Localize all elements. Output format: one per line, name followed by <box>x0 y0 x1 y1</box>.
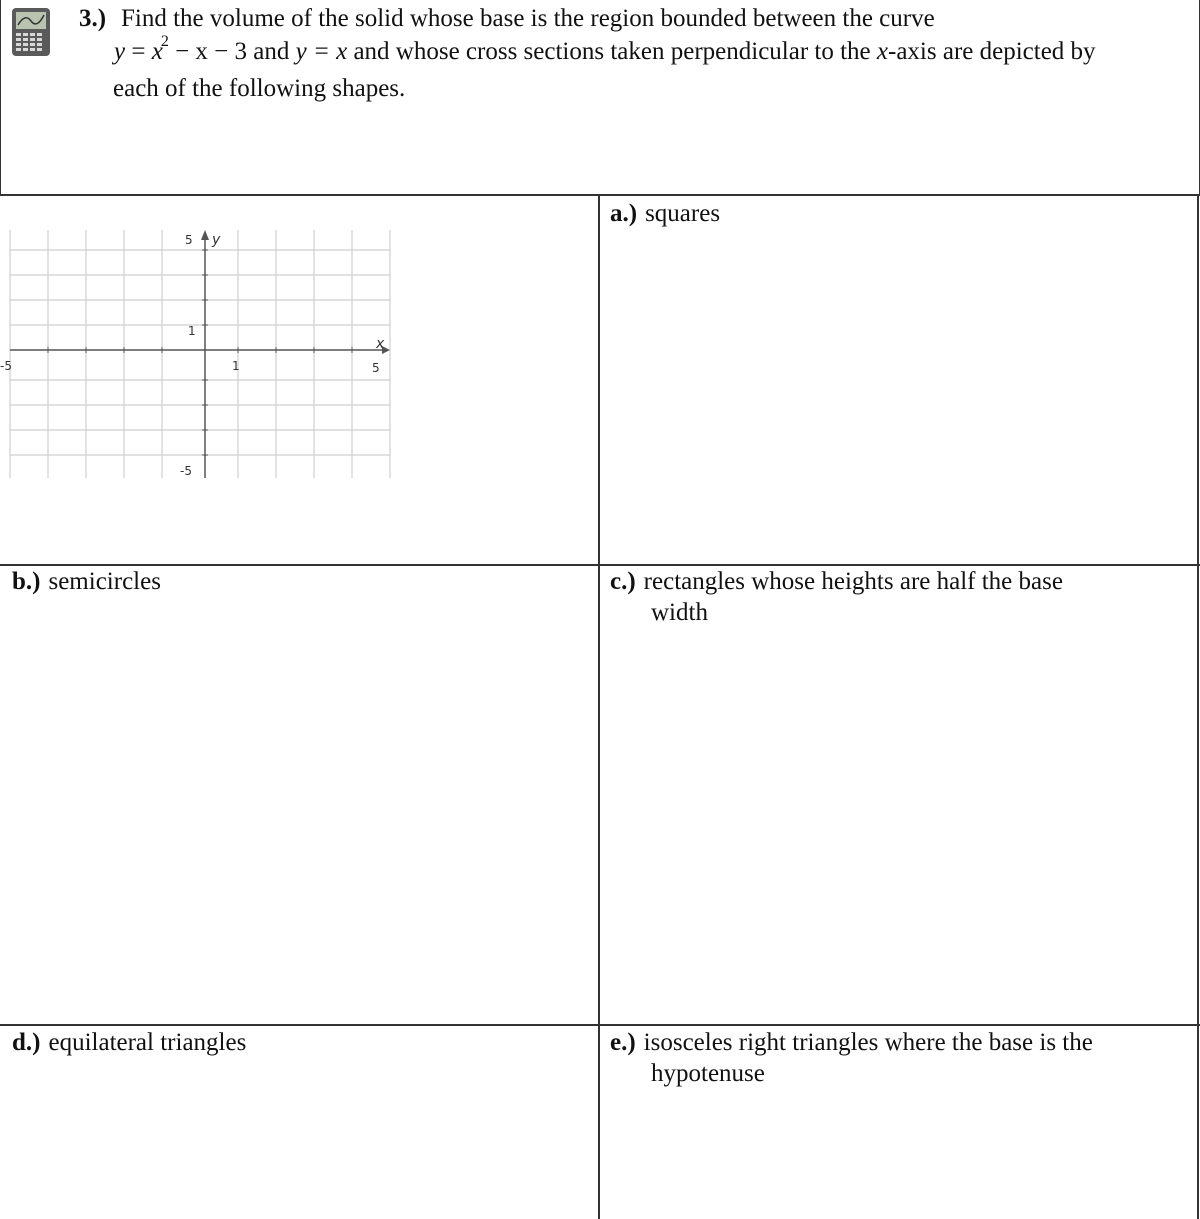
x-tick-5: 5 <box>372 361 380 375</box>
eq-and: and <box>247 38 296 65</box>
y-axis-arrow <box>201 230 209 240</box>
x-axis-variable: x <box>876 38 889 65</box>
part-e-continuation: hypotenuse <box>651 1060 765 1087</box>
y-axis-label: y <box>212 232 221 248</box>
part-e-text: isosceles right triangles where the base is the <box>643 1029 1093 1056</box>
question-text-line2 <box>114 33 1096 66</box>
part-b-text: semicircles <box>48 568 161 595</box>
question-header <box>0 0 1200 195</box>
x-tick-1: 1 <box>232 359 240 373</box>
coordinate-grid <box>0 220 400 480</box>
border-right <box>1197 194 1199 1219</box>
part-e-letter: e.) <box>610 1029 636 1056</box>
part-c-letter: c.) <box>610 568 636 595</box>
eq-exponent: 2 <box>160 33 169 50</box>
divider-middle-1 <box>0 564 1200 566</box>
question-text-line3: each of the following shapes. <box>113 75 406 102</box>
eq-y: y <box>114 38 126 65</box>
part-d-letter: d.) <box>12 1029 41 1056</box>
eq-rest: − x − 3 <box>168 38 248 65</box>
eq-line: y = x <box>295 38 348 65</box>
part-d-label <box>12 1029 246 1057</box>
part-d-text: equilateral triangles <box>48 1029 247 1056</box>
eq-x: x <box>151 38 163 65</box>
part-a-label <box>610 200 720 228</box>
y-tick-5: 5 <box>185 233 193 247</box>
part-b-label <box>12 568 161 596</box>
question-number: 3.) <box>79 5 107 32</box>
part-b-letter: b.) <box>12 568 41 595</box>
graphing-calculator-icon <box>3 7 51 57</box>
question-text-line1: Find the volume of the solid whose base is the region bounded between the curve <box>121 5 935 32</box>
y-tick-neg5: -5 <box>180 464 192 478</box>
question-text-tail-b: -axis are depicted by <box>888 38 1096 65</box>
part-a-text: squares <box>645 200 721 227</box>
x-axis-label: x <box>376 336 385 352</box>
y-tick-1: 1 <box>188 324 196 338</box>
x-tick-neg5: -5 <box>0 359 12 373</box>
part-c-label <box>610 568 1063 596</box>
eq-equals: = <box>125 38 152 65</box>
part-e-label <box>610 1029 1093 1057</box>
divider-top <box>0 194 1200 196</box>
part-c-continuation: width <box>651 599 708 626</box>
part-c-text: rectangles whose heights are half the base <box>643 568 1063 595</box>
part-a-letter: a.) <box>610 200 638 227</box>
question-text-tail-a: and whose cross sections taken perpendicular to the <box>347 38 877 65</box>
divider-vertical <box>598 194 600 1219</box>
grid-lines <box>10 230 390 478</box>
divider-middle-2 <box>0 1024 1200 1026</box>
